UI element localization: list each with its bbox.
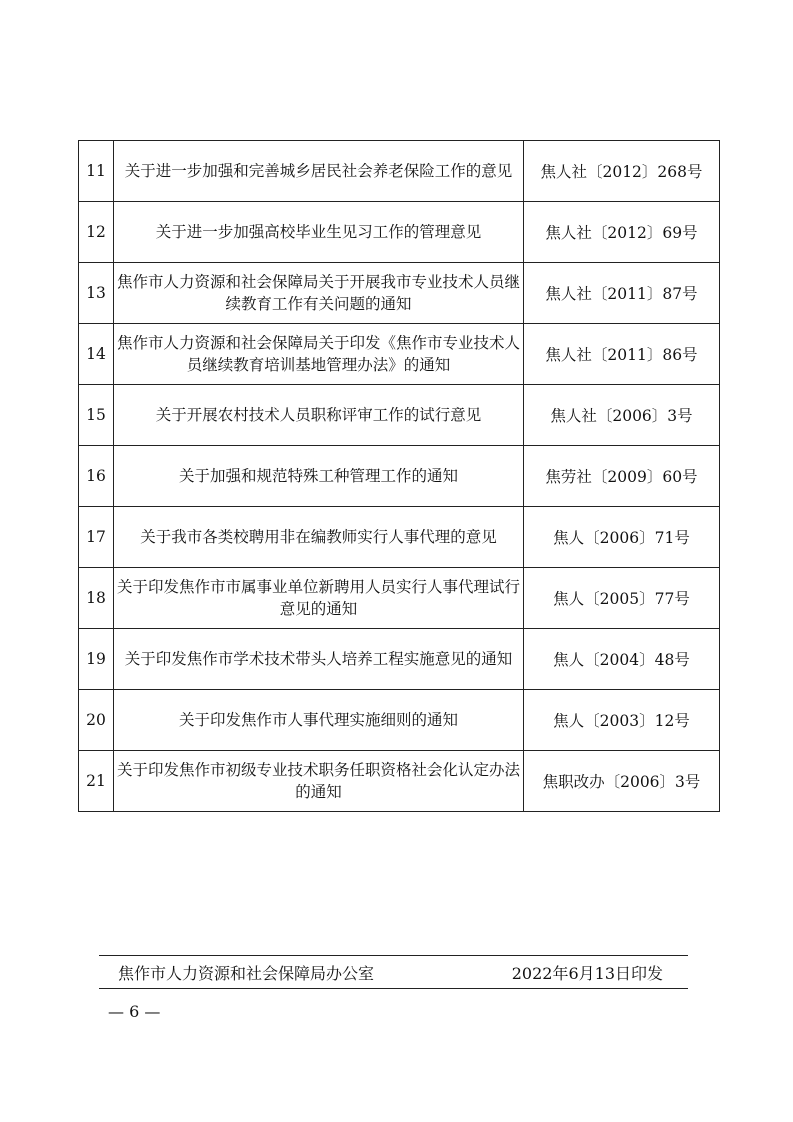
table-row <box>79 629 720 690</box>
document-title: 关于开展农村技术人员职称评审工作的试行意见 <box>114 385 524 446</box>
table-row <box>79 141 720 202</box>
row-number: 19 <box>79 629 114 690</box>
document-code: 焦人〔2003〕12号 <box>524 690 720 751</box>
document-code: 焦职改办〔2006〕3号 <box>524 751 720 812</box>
table-row <box>79 690 720 751</box>
issuing-office: 焦作市人力资源和社会保障局办公室 <box>118 964 375 983</box>
document-title: 关于印发焦作市初级专业技术职务任职资格社会化认定办法的通知 <box>114 751 524 812</box>
row-number: 18 <box>79 568 114 629</box>
issue-date: 2022年6月13日印发 <box>511 964 663 983</box>
row-number: 20 <box>79 690 114 751</box>
document-code: 焦人〔2006〕71号 <box>524 507 720 568</box>
row-number: 16 <box>79 446 114 507</box>
document-title: 关于我市各类校聘用非在编教师实行人事代理的意见 <box>114 507 524 568</box>
document-table <box>78 140 720 812</box>
table-row <box>79 324 720 385</box>
document-title: 关于进一步加强和完善城乡居民社会养老保险工作的意见 <box>114 141 524 202</box>
document-code: 焦人社〔2006〕3号 <box>524 385 720 446</box>
footer-divider-bottom <box>99 988 688 989</box>
document-code: 焦人社〔2011〕87号 <box>524 263 720 324</box>
table-row <box>79 446 720 507</box>
document-code: 焦人社〔2011〕86号 <box>524 324 720 385</box>
table-row <box>79 568 720 629</box>
document-code: 焦人社〔2012〕69号 <box>524 202 720 263</box>
page-number: — 6 — <box>108 1002 161 1021</box>
document-title: 关于印发焦作市人事代理实施细则的通知 <box>114 690 524 751</box>
table-row <box>79 202 720 263</box>
row-number: 15 <box>79 385 114 446</box>
row-number: 12 <box>79 202 114 263</box>
footer-divider-top <box>99 955 688 956</box>
document-code: 焦人社〔2012〕268号 <box>524 141 720 202</box>
row-number: 14 <box>79 324 114 385</box>
row-number: 21 <box>79 751 114 812</box>
document-code: 焦劳社〔2009〕60号 <box>524 446 720 507</box>
document-title: 关于印发焦作市市属事业单位新聘用人员实行人事代理试行意见的通知 <box>114 568 524 629</box>
table-row <box>79 751 720 812</box>
row-number: 17 <box>79 507 114 568</box>
document-title: 关于加强和规范特殊工种管理工作的通知 <box>114 446 524 507</box>
table-row <box>79 507 720 568</box>
document-title: 关于进一步加强高校毕业生见习工作的管理意见 <box>114 202 524 263</box>
row-number: 13 <box>79 263 114 324</box>
document-code: 焦人〔2005〕77号 <box>524 568 720 629</box>
document-code: 焦人〔2004〕48号 <box>524 629 720 690</box>
document-title: 关于印发焦作市学术技术带头人培养工程实施意见的通知 <box>114 629 524 690</box>
table-row <box>79 263 720 324</box>
document-title: 焦作市人力资源和社会保障局关于开展我市专业技术人员继续教育工作有关问题的通知 <box>114 263 524 324</box>
table-row <box>79 385 720 446</box>
document-title: 焦作市人力资源和社会保障局关于印发《焦作市专业技术人员继续教育培训基地管理办法》的通知 <box>114 324 524 385</box>
row-number: 11 <box>79 141 114 202</box>
